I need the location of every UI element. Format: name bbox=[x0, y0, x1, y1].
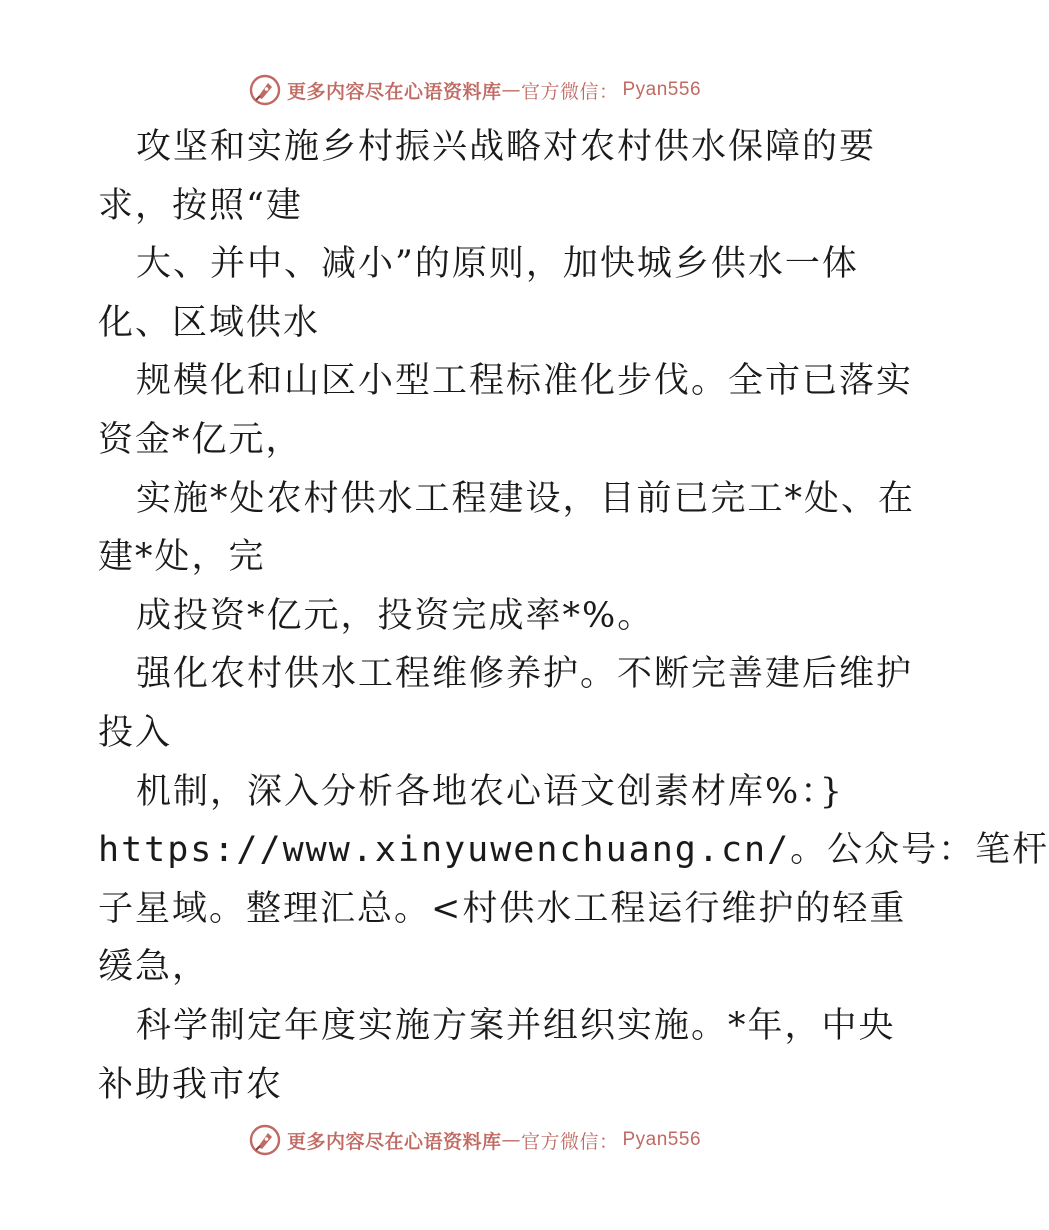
watermark-header bbox=[0, 70, 950, 110]
text-line: 建*处，完 bbox=[98, 537, 266, 578]
text-line: 求，按照“建 bbox=[98, 185, 303, 226]
pen-nib-circle-icon bbox=[249, 74, 281, 106]
text-line: 化、区域供水 bbox=[98, 302, 321, 343]
text-line: 大、并中、减小”的原则，加快城乡供水一体 bbox=[136, 244, 859, 285]
watermark-brand: 更多内容尽在心语资料库 bbox=[286, 80, 502, 103]
text-line: 强化农村供水工程维修养护。不断完善建后维护 bbox=[136, 654, 914, 695]
text-line: 机制，深入分析各地农心语文创素材库%：} bbox=[136, 771, 845, 812]
text-line: 子星域。整理汇总。<村供水工程运行维护的轻重 bbox=[98, 888, 907, 929]
watermark-footer bbox=[0, 1120, 950, 1160]
text-line: 资金*亿元， bbox=[98, 419, 303, 460]
text-line: 科学制定年度实施方案并组织实施。*年，中央 bbox=[136, 1005, 896, 1046]
text-line: 补助我市农 bbox=[98, 1064, 284, 1105]
document-body bbox=[98, 118, 1049, 1114]
watermark-official-label: 官方微信： bbox=[520, 80, 619, 103]
watermark-official-label: 官方微信： bbox=[520, 1130, 619, 1153]
text-line: 规模化和山区小型工程标准化步伐。全市已落实 bbox=[136, 361, 914, 402]
watermark-wechat-id: Pyan556 bbox=[622, 79, 702, 100]
text-line: 缓急， bbox=[98, 947, 210, 988]
text-line: 成投资*亿元，投资完成率*%。 bbox=[136, 595, 655, 636]
watermark-dash: — bbox=[501, 79, 521, 101]
watermark-brand: 更多内容尽在心语资料库 bbox=[286, 1130, 502, 1153]
watermark-wechat-id: Pyan556 bbox=[622, 1129, 702, 1150]
text-line: 实施*处农村供水工程建设，目前已完工*处、在 bbox=[136, 478, 916, 519]
text-line: 攻坚和实施乡村振兴战略对农村供水保障的要 bbox=[136, 127, 877, 167]
text-line: 投入 bbox=[98, 712, 173, 753]
pen-nib-circle-icon bbox=[249, 1124, 281, 1156]
text-line: https://www.xinyuwenchuang.cn/。公众号：笔杆 bbox=[98, 830, 1049, 871]
watermark-dash: — bbox=[501, 1129, 521, 1151]
